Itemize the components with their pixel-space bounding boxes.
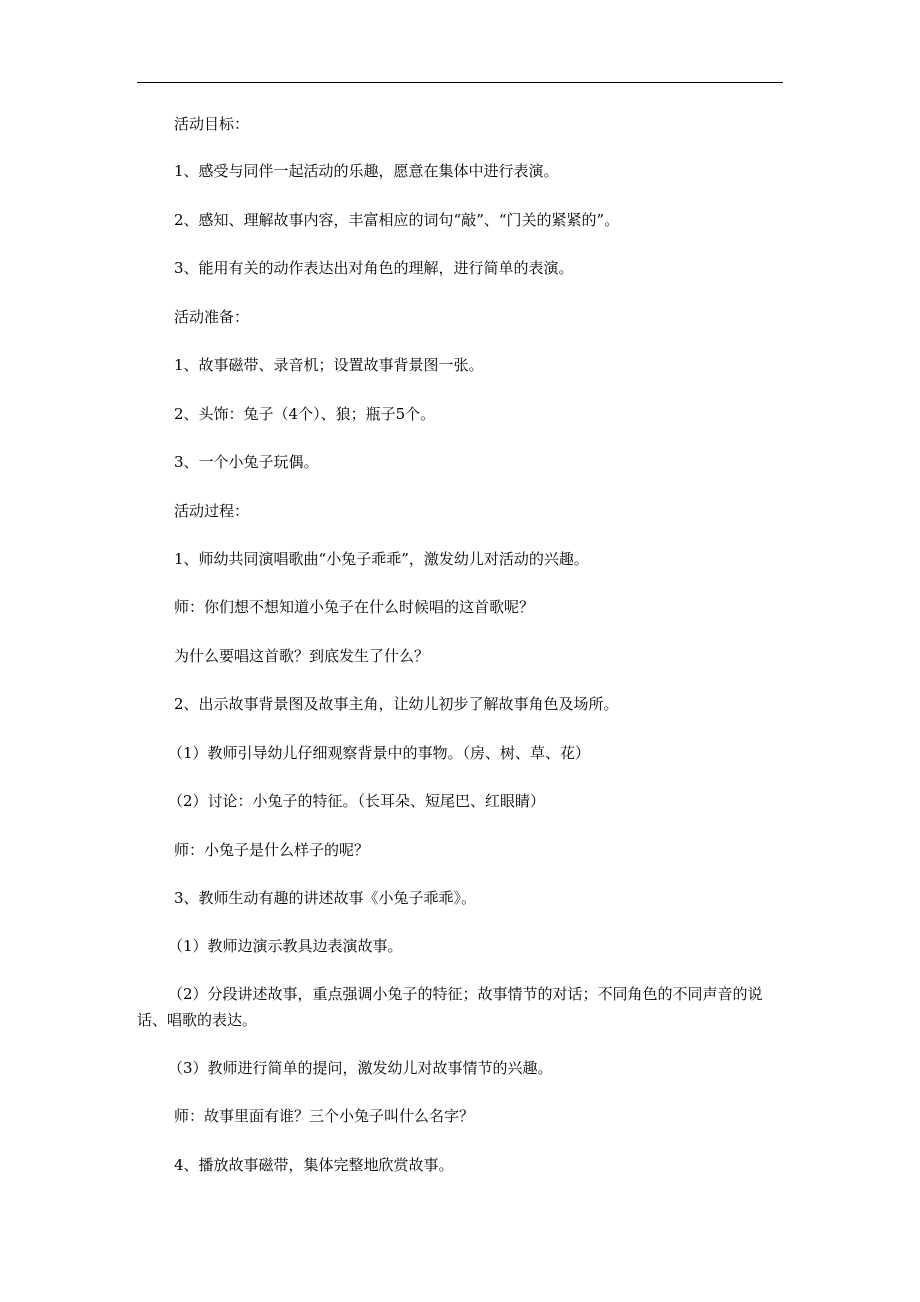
header-rule [137,82,783,83]
paragraph-process-2: 2、出示故事背景图及故事主角，让幼儿初步了解故事角色及场所。 [174,695,619,713]
paragraph-prep-2: 2、头饰：兔子（4个）、狼；瓶子5个。 [174,405,436,423]
paragraph-process-3-3: （3）教师进行简单的提问，激发幼儿对故事情节的兴趣。 [168,1059,553,1077]
paragraph-goal-3: 3、能用有关的动作表达出对角色的理解，进行简单的表演。 [174,259,574,277]
paragraph-teacher-question-4: 师：故事里面有谁？三个小兔子叫什么名字？ [174,1107,475,1125]
section-heading-preparation: 活动准备： [174,308,250,326]
paragraph-prep-3: 3、一个小兔子玩偶。 [174,453,319,471]
paragraph-teacher-question-3: 师：小兔子是什么样子的呢？ [174,841,370,859]
paragraph-goal-1: 1、感受与同伴一起活动的乐趣，愿意在集体中进行表演。 [174,162,559,180]
paragraph-prep-1: 1、故事磁带、录音机；设置故事背景图一张。 [174,356,484,374]
section-heading-goals: 活动目标： [174,115,250,133]
section-heading-process: 活动过程： [174,502,250,520]
paragraph-process-3-1: （1）教师边演示教具边表演故事。 [168,937,403,955]
paragraph-process-1: 1、师幼共同演唱歌曲“小兔子乖乖”，激发幼儿对活动的兴趣。 [174,550,589,568]
paragraph-goal-2: 2、感知、理解故事内容，丰富相应的词句“敲”、“门关的紧紧的”。 [174,211,620,229]
paragraph-process-3: 3、教师生动有趣的讲述故事《小兔子乖乖》。 [174,889,477,907]
paragraph-process-3-2: （2）分段讲述故事，重点强调小兔子的特征；故事情节的对话；不同角色的不同声音的说话、唱歌的表达。 [137,985,763,1029]
paragraph-process-2-1: （1）教师引导幼儿仔细观察背景中的事物。（房、树、草、花） [168,744,591,762]
paragraph-process-4: 4、播放故事磁带，集体完整地欣赏故事。 [174,1156,454,1174]
paragraph-teacher-question-1: 师：你们想不想知道小兔子在什么时候唱的这首歌呢？ [174,598,535,616]
paragraph-teacher-question-2: 为什么要唱这首歌？到底发生了什么？ [174,647,430,665]
paragraph-process-2-2: （2）讨论：小兔子的特征。（长耳朵、短尾巴、红眼睛） [168,792,546,810]
